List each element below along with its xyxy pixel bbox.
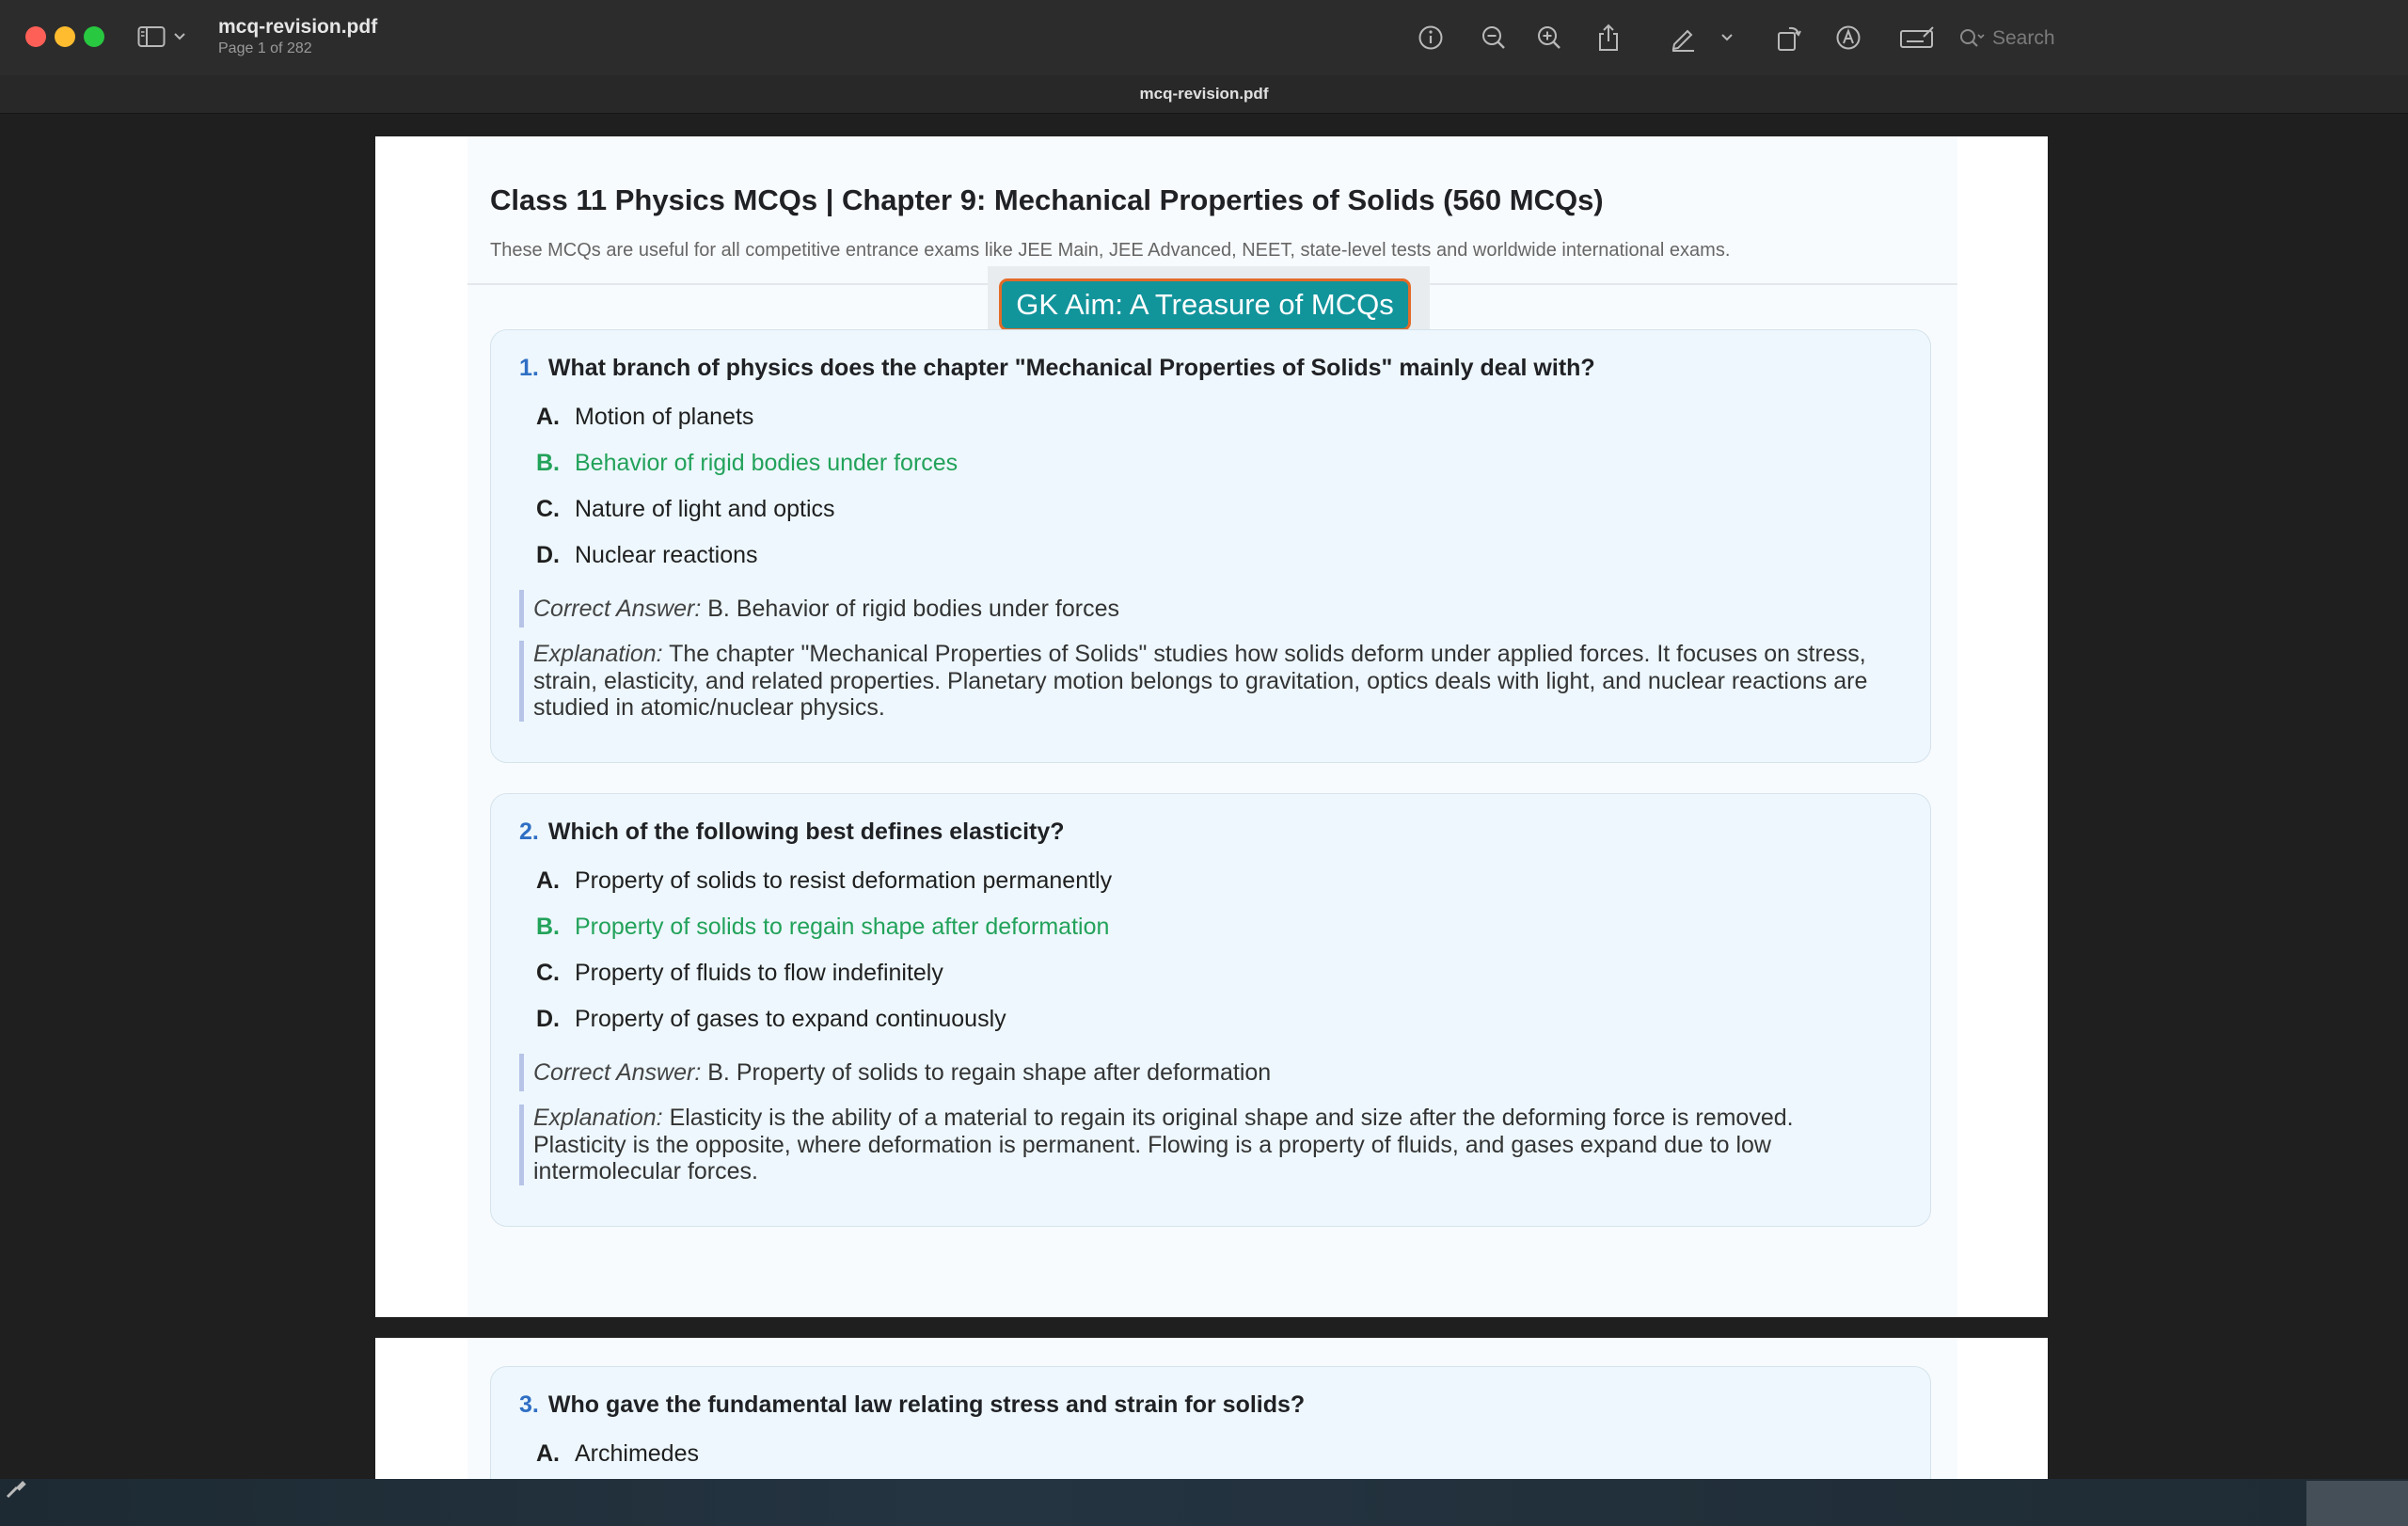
answer-text: B. Behavior of rigid bodies under forces bbox=[707, 596, 1119, 622]
rotate-icon bbox=[1776, 24, 1802, 52]
form-fill-icon bbox=[1899, 25, 1935, 50]
question-text bbox=[519, 355, 1595, 382]
search-input[interactable] bbox=[1990, 26, 2370, 51]
option-text: Nuclear reactions bbox=[575, 542, 758, 568]
explanation-text: Elasticity is the ability of a material to regain its original shape and size after the deforming force is removed. Plasticity is the opposite, where deformation is permanent. Flowing is a property of fluids, and gases expand due to low intermolecular forces. bbox=[533, 1105, 1794, 1184]
option-text: Archimedes bbox=[575, 1440, 699, 1467]
brand-logo: GK Aim: A Treasure of MCQs bbox=[999, 278, 1411, 331]
info-button[interactable] bbox=[1412, 19, 1450, 56]
option-c[interactable] bbox=[536, 960, 943, 987]
option-a[interactable] bbox=[536, 404, 753, 431]
markup-pen-icon bbox=[1669, 24, 1697, 52]
option-letter: C. bbox=[536, 960, 560, 986]
option-text: Property of solids to resist deformation permanently bbox=[575, 867, 1113, 894]
search-field[interactable] bbox=[1958, 21, 2408, 56]
rotate-button[interactable] bbox=[1770, 19, 1808, 56]
window-thumbnail[interactable] bbox=[2306, 1481, 2408, 1526]
share-icon bbox=[1596, 24, 1621, 52]
search-icon bbox=[1958, 27, 1985, 50]
close-window-button[interactable] bbox=[25, 26, 46, 47]
page-content bbox=[467, 136, 1957, 1317]
correct-answer bbox=[519, 590, 1119, 628]
answer-lead: Correct Answer: bbox=[533, 1059, 702, 1086]
pin-icon bbox=[4, 1480, 40, 1501]
option-b-correct[interactable] bbox=[536, 450, 958, 477]
option-letter: C. bbox=[536, 496, 560, 522]
answer-lead: Correct Answer: bbox=[533, 596, 702, 622]
zoom-window-button[interactable] bbox=[84, 26, 104, 47]
correct-answer bbox=[519, 1054, 1271, 1091]
document-subtitle: These MCQs are useful for all competitive entrance exams like JEE Main, JEE Advanced, NEET, state-level tests and worldwide international exams. bbox=[490, 240, 1731, 261]
option-text: Property of fluids to flow indefinitely bbox=[575, 960, 943, 986]
question-stem: What branch of physics does the chapter "Mechanical Properties of Solids" mainly deal with? bbox=[547, 355, 1595, 381]
annotate-button[interactable] bbox=[1830, 19, 1867, 56]
pdf-page-2 bbox=[375, 1338, 2048, 1479]
sidebar-toggle-button[interactable] bbox=[137, 21, 199, 53]
minimize-window-button[interactable] bbox=[55, 26, 75, 47]
option-letter: A. bbox=[536, 404, 560, 430]
option-letter: D. bbox=[536, 1006, 560, 1032]
markup-button[interactable] bbox=[1664, 19, 1702, 56]
option-d[interactable] bbox=[536, 1006, 1006, 1033]
explanation bbox=[519, 641, 1888, 722]
option-text: Nature of light and optics bbox=[575, 496, 835, 522]
option-text: Motion of planets bbox=[575, 404, 754, 430]
document-header bbox=[467, 136, 1957, 285]
markup-menu-button[interactable] bbox=[1715, 19, 1739, 56]
option-c[interactable] bbox=[536, 496, 835, 523]
question-number: 3. bbox=[519, 1391, 539, 1418]
option-text: Property of solids to regain shape after deformation bbox=[575, 914, 1110, 940]
pdf-viewport[interactable] bbox=[0, 114, 2408, 1479]
form-fill-button[interactable] bbox=[1896, 19, 1938, 56]
answer-text: B. Property of solids to regain shape after deformation bbox=[707, 1059, 1272, 1086]
option-a[interactable] bbox=[536, 1440, 699, 1468]
option-letter: B. bbox=[536, 450, 560, 476]
question-card-1 bbox=[490, 329, 1931, 763]
option-text: Property of gases to expand continuously bbox=[575, 1006, 1006, 1032]
question-card-3 bbox=[490, 1366, 1931, 1479]
zoom-out-button[interactable] bbox=[1475, 19, 1513, 56]
document-tab[interactable]: mcq-revision.pdf bbox=[0, 75, 2408, 114]
option-text: Behavior of rigid bodies under forces bbox=[575, 450, 958, 476]
annotate-icon bbox=[1835, 24, 1861, 51]
explanation-lead: Explanation: bbox=[533, 1105, 663, 1131]
pdf-page-1 bbox=[375, 136, 2048, 1317]
share-button[interactable] bbox=[1590, 19, 1627, 56]
explanation-text: The chapter "Mechanical Properties of Solids" studies how solids deform under applied forces. It focuses on stress, strain, elasticity, and related properties. Planetary motion belongs to gravitation, optics deals with light, and nuclear reactions are studied in atomic/nuclear physics. bbox=[533, 641, 1868, 721]
question-text bbox=[519, 1391, 1305, 1419]
desktop-strip bbox=[0, 1479, 2408, 1526]
option-letter: B. bbox=[536, 914, 560, 940]
question-card-2 bbox=[490, 793, 1931, 1227]
window-toolbar bbox=[0, 0, 2408, 76]
option-a[interactable] bbox=[536, 867, 1112, 895]
chevron-down-icon bbox=[173, 32, 186, 41]
page-indicator: Page 1 of 282 bbox=[218, 40, 312, 56]
chevron-down-icon bbox=[1720, 33, 1734, 42]
zoom-out-icon bbox=[1481, 24, 1507, 51]
question-number: 2. bbox=[519, 819, 539, 845]
question-number: 1. bbox=[519, 355, 539, 381]
question-stem: Who gave the fundamental law relating stress and strain for solids? bbox=[547, 1391, 1306, 1418]
option-letter: A. bbox=[536, 867, 560, 894]
option-b-correct[interactable] bbox=[536, 914, 1109, 941]
info-icon bbox=[1418, 24, 1444, 51]
option-d[interactable] bbox=[536, 542, 758, 569]
sidebar-icon bbox=[137, 25, 166, 48]
window-file-name: mcq-revision.pdf bbox=[218, 16, 378, 38]
option-letter: A. bbox=[536, 1440, 560, 1467]
page-content bbox=[467, 1338, 1957, 1479]
question-stem: Which of the following best defines elasticity? bbox=[547, 819, 1065, 845]
explanation-lead: Explanation: bbox=[533, 641, 663, 667]
question-text bbox=[519, 819, 1065, 846]
option-letter: D. bbox=[536, 542, 560, 568]
zoom-in-button[interactable] bbox=[1530, 19, 1568, 56]
zoom-in-icon bbox=[1536, 24, 1562, 51]
document-title: Class 11 Physics MCQs | Chapter 9: Mechanical Properties of Solids (560 MCQs) bbox=[490, 183, 1604, 216]
explanation bbox=[519, 1105, 1888, 1185]
